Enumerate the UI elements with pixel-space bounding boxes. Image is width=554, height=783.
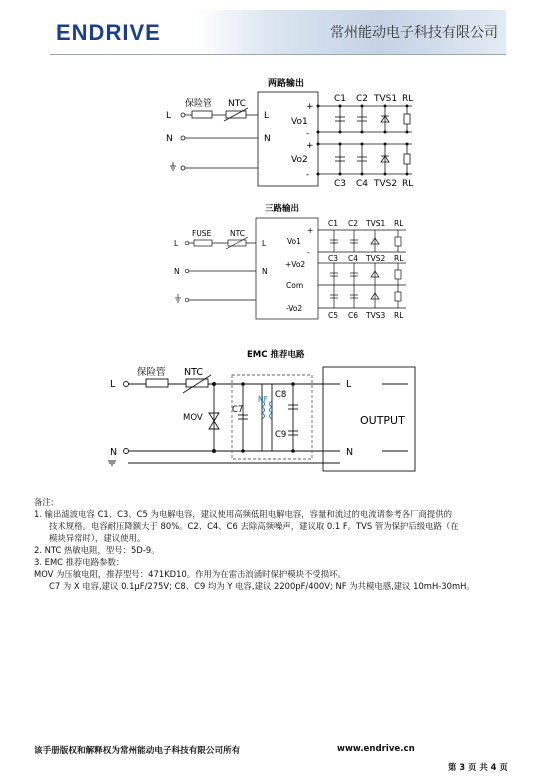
fuse-label-2: FUSE — [192, 229, 212, 238]
vo1-label-2: Vo1 — [287, 237, 301, 246]
nf-label: NF — [258, 395, 268, 404]
c5-label: C5 — [328, 311, 339, 320]
c3-label-2: C3 — [328, 254, 339, 263]
note-item-3: 3. EMC 推荐电路参数： — [34, 557, 125, 567]
tvs1-label: TVS1 — [374, 94, 398, 104]
note-item-1: 1. 输出滤波电容 C1、C3、C5 为电解电容，建议使用高频低阻电解电容，容量和流过的电流请参考各厂商提供的 — [34, 509, 453, 519]
c6-label: C6 — [348, 311, 359, 320]
notes-section — [34, 496, 528, 592]
pin-l-label-2: L — [262, 239, 267, 248]
pin-n-label-3: N — [346, 447, 354, 458]
c2-label: C2 — [356, 94, 369, 104]
note-item-1-line3: 模块异常时），建议使用。 — [49, 533, 146, 543]
ntc-label: NTC — [228, 99, 246, 109]
svg-text:-: - — [307, 248, 310, 257]
two-output-diagram — [0, 76, 554, 191]
pin-l-label: L — [264, 111, 270, 121]
rl2-label-2: RL — [394, 254, 404, 263]
rl2-label: RL — [402, 179, 414, 189]
rl1-label-2: RL — [394, 219, 404, 228]
note-item-1-line2: 技术规格。电容耐压降额大于 80%。C2、C4、C6 去除高频噪声，建议取 0.1 F。TVS 管为保护后级电路（在 — [49, 521, 459, 531]
svg-text:-: - — [306, 170, 310, 180]
note-cap-line: C7 为 X 电容,建议 0.1μF/275V; C8、C9 均为 Y 电容,建议 2200pF/400V; NF 为共模电感,建议 10mH-30mH。 — [49, 581, 475, 591]
input-l-label-2: L — [174, 239, 179, 248]
c1-label-2: C1 — [328, 219, 339, 228]
svg-text:+: + — [306, 102, 314, 112]
mov-label: MOV — [183, 413, 203, 423]
svg-text:-: - — [306, 129, 310, 139]
tvs1-label-2: TVS1 — [366, 219, 386, 228]
rl3-label: RL — [394, 311, 404, 320]
vo2n-label: -Vo2 — [286, 304, 303, 313]
fuse-label-3: 保险管 — [137, 367, 166, 378]
ntc-label-2: NTC — [230, 229, 245, 238]
header-divider — [50, 54, 506, 55]
input-l-label-3: L — [110, 379, 116, 390]
notes-heading: 备注: — [34, 497, 54, 507]
input-n-label: N — [166, 134, 173, 144]
footer-page-number: 第 3 页 共 4 页 — [448, 762, 508, 772]
c4-label: C4 — [356, 179, 369, 189]
output-label: OUTPUT — [360, 414, 405, 427]
input-n-label-2: N — [174, 267, 180, 276]
c2-label-2: C2 — [348, 219, 359, 228]
pin-n-label-2: N — [262, 267, 268, 276]
c3-label: C3 — [334, 179, 347, 189]
page-header — [0, 0, 554, 62]
diagram2-title: 三路输出 — [265, 204, 300, 214]
input-n-label-3: N — [110, 447, 118, 458]
tvs2-label-2: TVS2 — [366, 254, 386, 263]
diagram1-title: 两路输出 — [268, 79, 305, 89]
c9-label: C9 — [275, 430, 287, 440]
com-label: Com — [286, 281, 304, 290]
tvs2-label: TVS2 — [374, 179, 398, 189]
note-mov-line: MOV 为压敏电阻，推荐型号：471KD10。作用为在雷击浪涌时保护模块不受损坏。 — [34, 569, 346, 579]
vo2-label: Vo2 — [291, 155, 308, 165]
pin-l-label-3: L — [346, 379, 352, 390]
c8-label: C8 — [275, 390, 287, 400]
pin-n-label: N — [264, 134, 271, 144]
input-l-label: L — [166, 111, 172, 121]
c7-label: C7 — [232, 405, 244, 415]
emc-circuit-diagram — [0, 345, 554, 475]
vo2p-label: +Vo2 — [285, 260, 306, 269]
vo1-label: Vo1 — [291, 117, 308, 127]
rl1-label: RL — [402, 94, 414, 104]
footer-website[interactable]: www.endrive.cn — [337, 744, 415, 754]
c1-label: C1 — [334, 94, 347, 104]
diagram3-title: EMC 推荐电路 — [247, 350, 305, 360]
footer-copyright: 该手册版权和解释权为常州能动电子科技有限公司所有 — [34, 746, 241, 756]
tvs3-label: TVS3 — [366, 311, 386, 320]
note-item-2: 2. NTC 热敏电阻，型号：5D-9。 — [34, 545, 160, 555]
svg-text:+: + — [306, 141, 314, 151]
ntc-label-3: NTC — [184, 367, 203, 378]
c4-label-2: C4 — [348, 254, 359, 263]
brand-logo: ENDRIVE — [56, 20, 161, 45]
fuse-label: 保险管 — [185, 99, 213, 109]
svg-text:+: + — [307, 226, 314, 235]
three-output-diagram — [0, 200, 554, 325]
company-name: 常州能动电子科技有限公司 — [330, 25, 498, 41]
